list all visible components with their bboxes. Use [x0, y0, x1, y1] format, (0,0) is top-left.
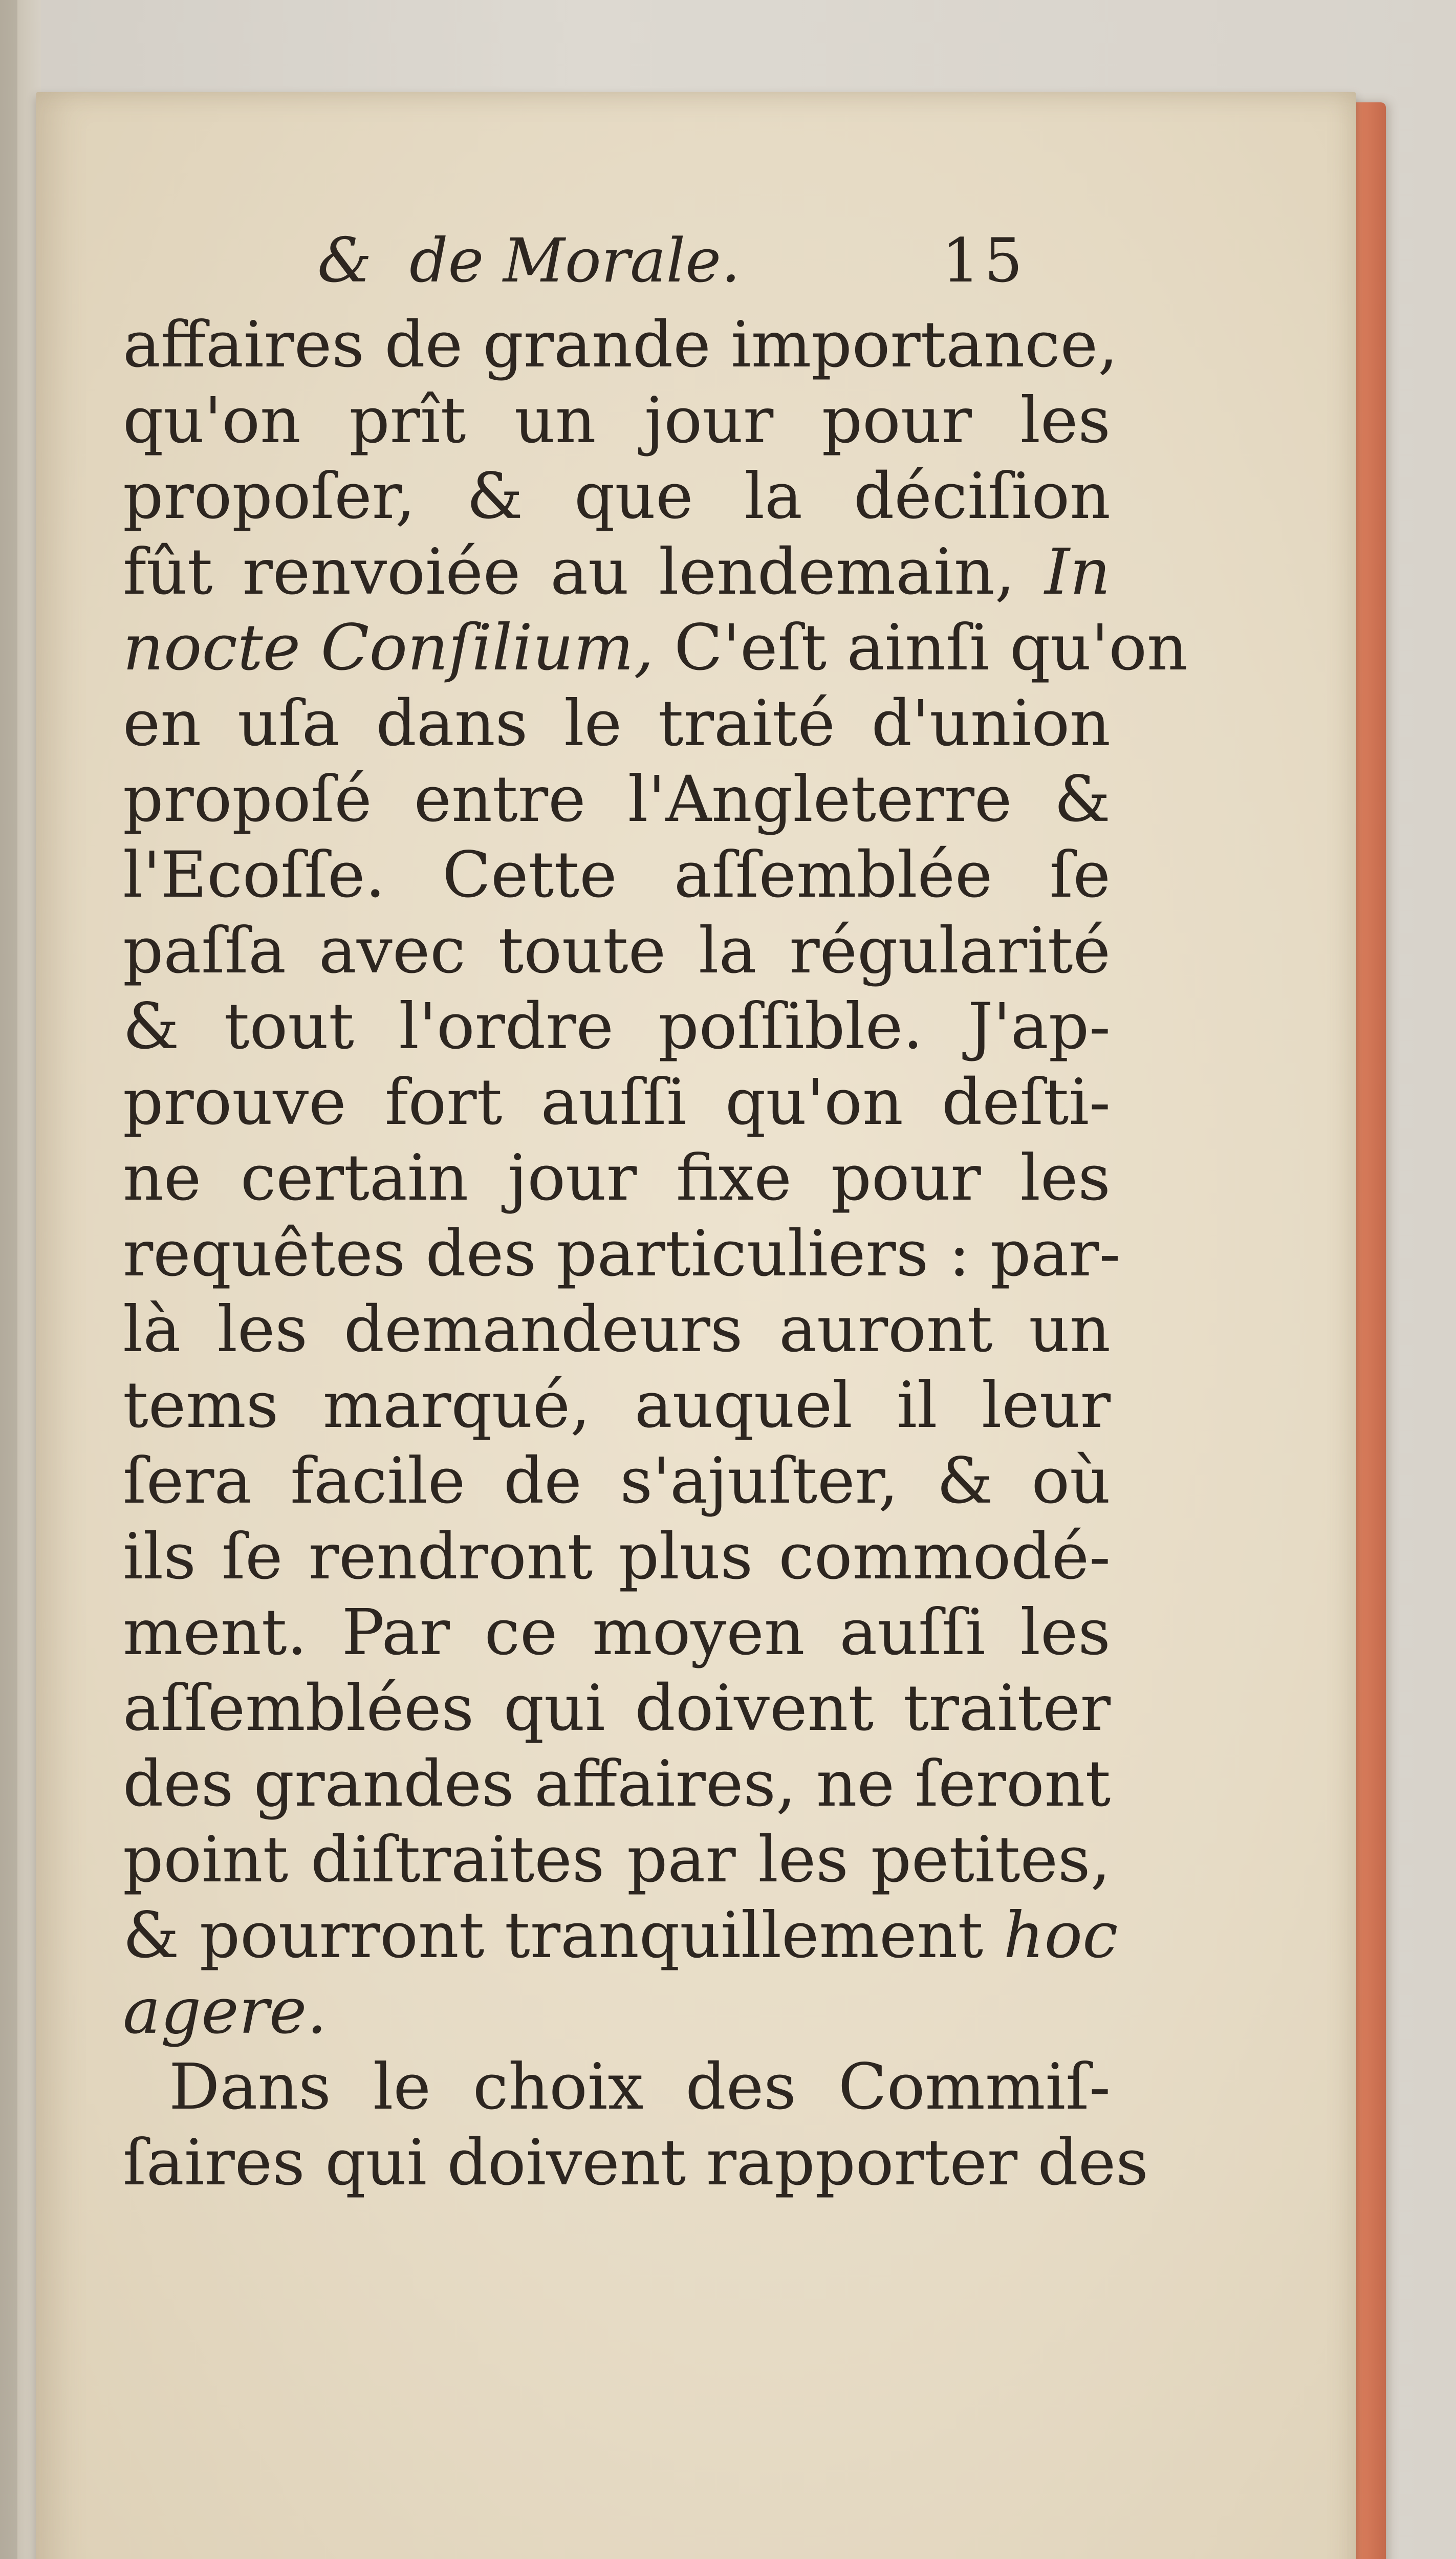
text-line: là les demandeurs auront un — [123, 1293, 1111, 1367]
text-line: en uſa dans le traité d'union — [123, 687, 1111, 761]
text-segment: fût renvoiée au lendemain, — [123, 535, 1015, 609]
text-line: ment. Par ce moyen auſſi les — [123, 1596, 1111, 1669]
book-page — [36, 92, 1356, 2559]
text-segment: & pourront tranquillement — [123, 1899, 984, 1972]
text-line: aſſemblées qui doivent traiter — [123, 1672, 1111, 1745]
italic-latin-phrase: nocte Conſilium, — [123, 611, 654, 685]
running-head — [123, 205, 1111, 307]
text-line: prouve fort auſſi qu'on deſti- — [123, 1066, 1111, 1139]
text-line — [123, 534, 1111, 610]
text-line: & tout l'ordre poſſible. J'ap- — [123, 990, 1111, 1064]
text-line: point diſtraites par les petites, — [123, 1823, 1111, 1897]
text-line — [123, 610, 1188, 686]
text-line: ne certain jour fixe pour les — [123, 1141, 1111, 1215]
text-line: tems marqué, auquel il leur — [123, 1369, 1111, 1442]
text-line: l'Ecoſſe. Cette aſſemblée ſe — [123, 838, 1111, 912]
text-line: propoſer, & que la déciſion — [123, 460, 1111, 533]
text-line: des grandes affaires, ne ſeront — [123, 1747, 1111, 1821]
gutter-shadow — [0, 0, 17, 2559]
text-segment: C'eſt ainſi qu'on — [674, 611, 1188, 685]
text-line: ils ſe rendront plus commodé- — [123, 1520, 1111, 1594]
text-line: requêtes des particuliers : par- — [123, 1217, 1121, 1291]
paragraph-start-line: Dans le choix des Commiſ- — [169, 2050, 1111, 2124]
text-block — [123, 205, 1188, 2201]
italic-latin-phrase: hoc — [1003, 1899, 1118, 1972]
text-line: propoſé entre l'Angleterre & — [123, 763, 1111, 836]
page-number: 15 — [942, 225, 1027, 296]
text-line: paſſa avec toute la régularité — [123, 914, 1111, 988]
italic-latin-phrase: In — [1045, 535, 1111, 609]
running-head-title: de Morale. — [409, 225, 741, 296]
running-head-ampersand: & — [317, 225, 372, 296]
text-line: ſaires qui doivent rapporter des — [123, 2126, 1148, 2200]
text-line — [123, 1898, 1118, 1974]
text-line: affaires de grande importance, — [123, 308, 1118, 382]
text-line: ſera facile de s'ajuſter, & où — [123, 1444, 1111, 1518]
text-line: agere. — [123, 1975, 327, 2048]
text-line: qu'on prît un jour pour les — [123, 384, 1111, 458]
